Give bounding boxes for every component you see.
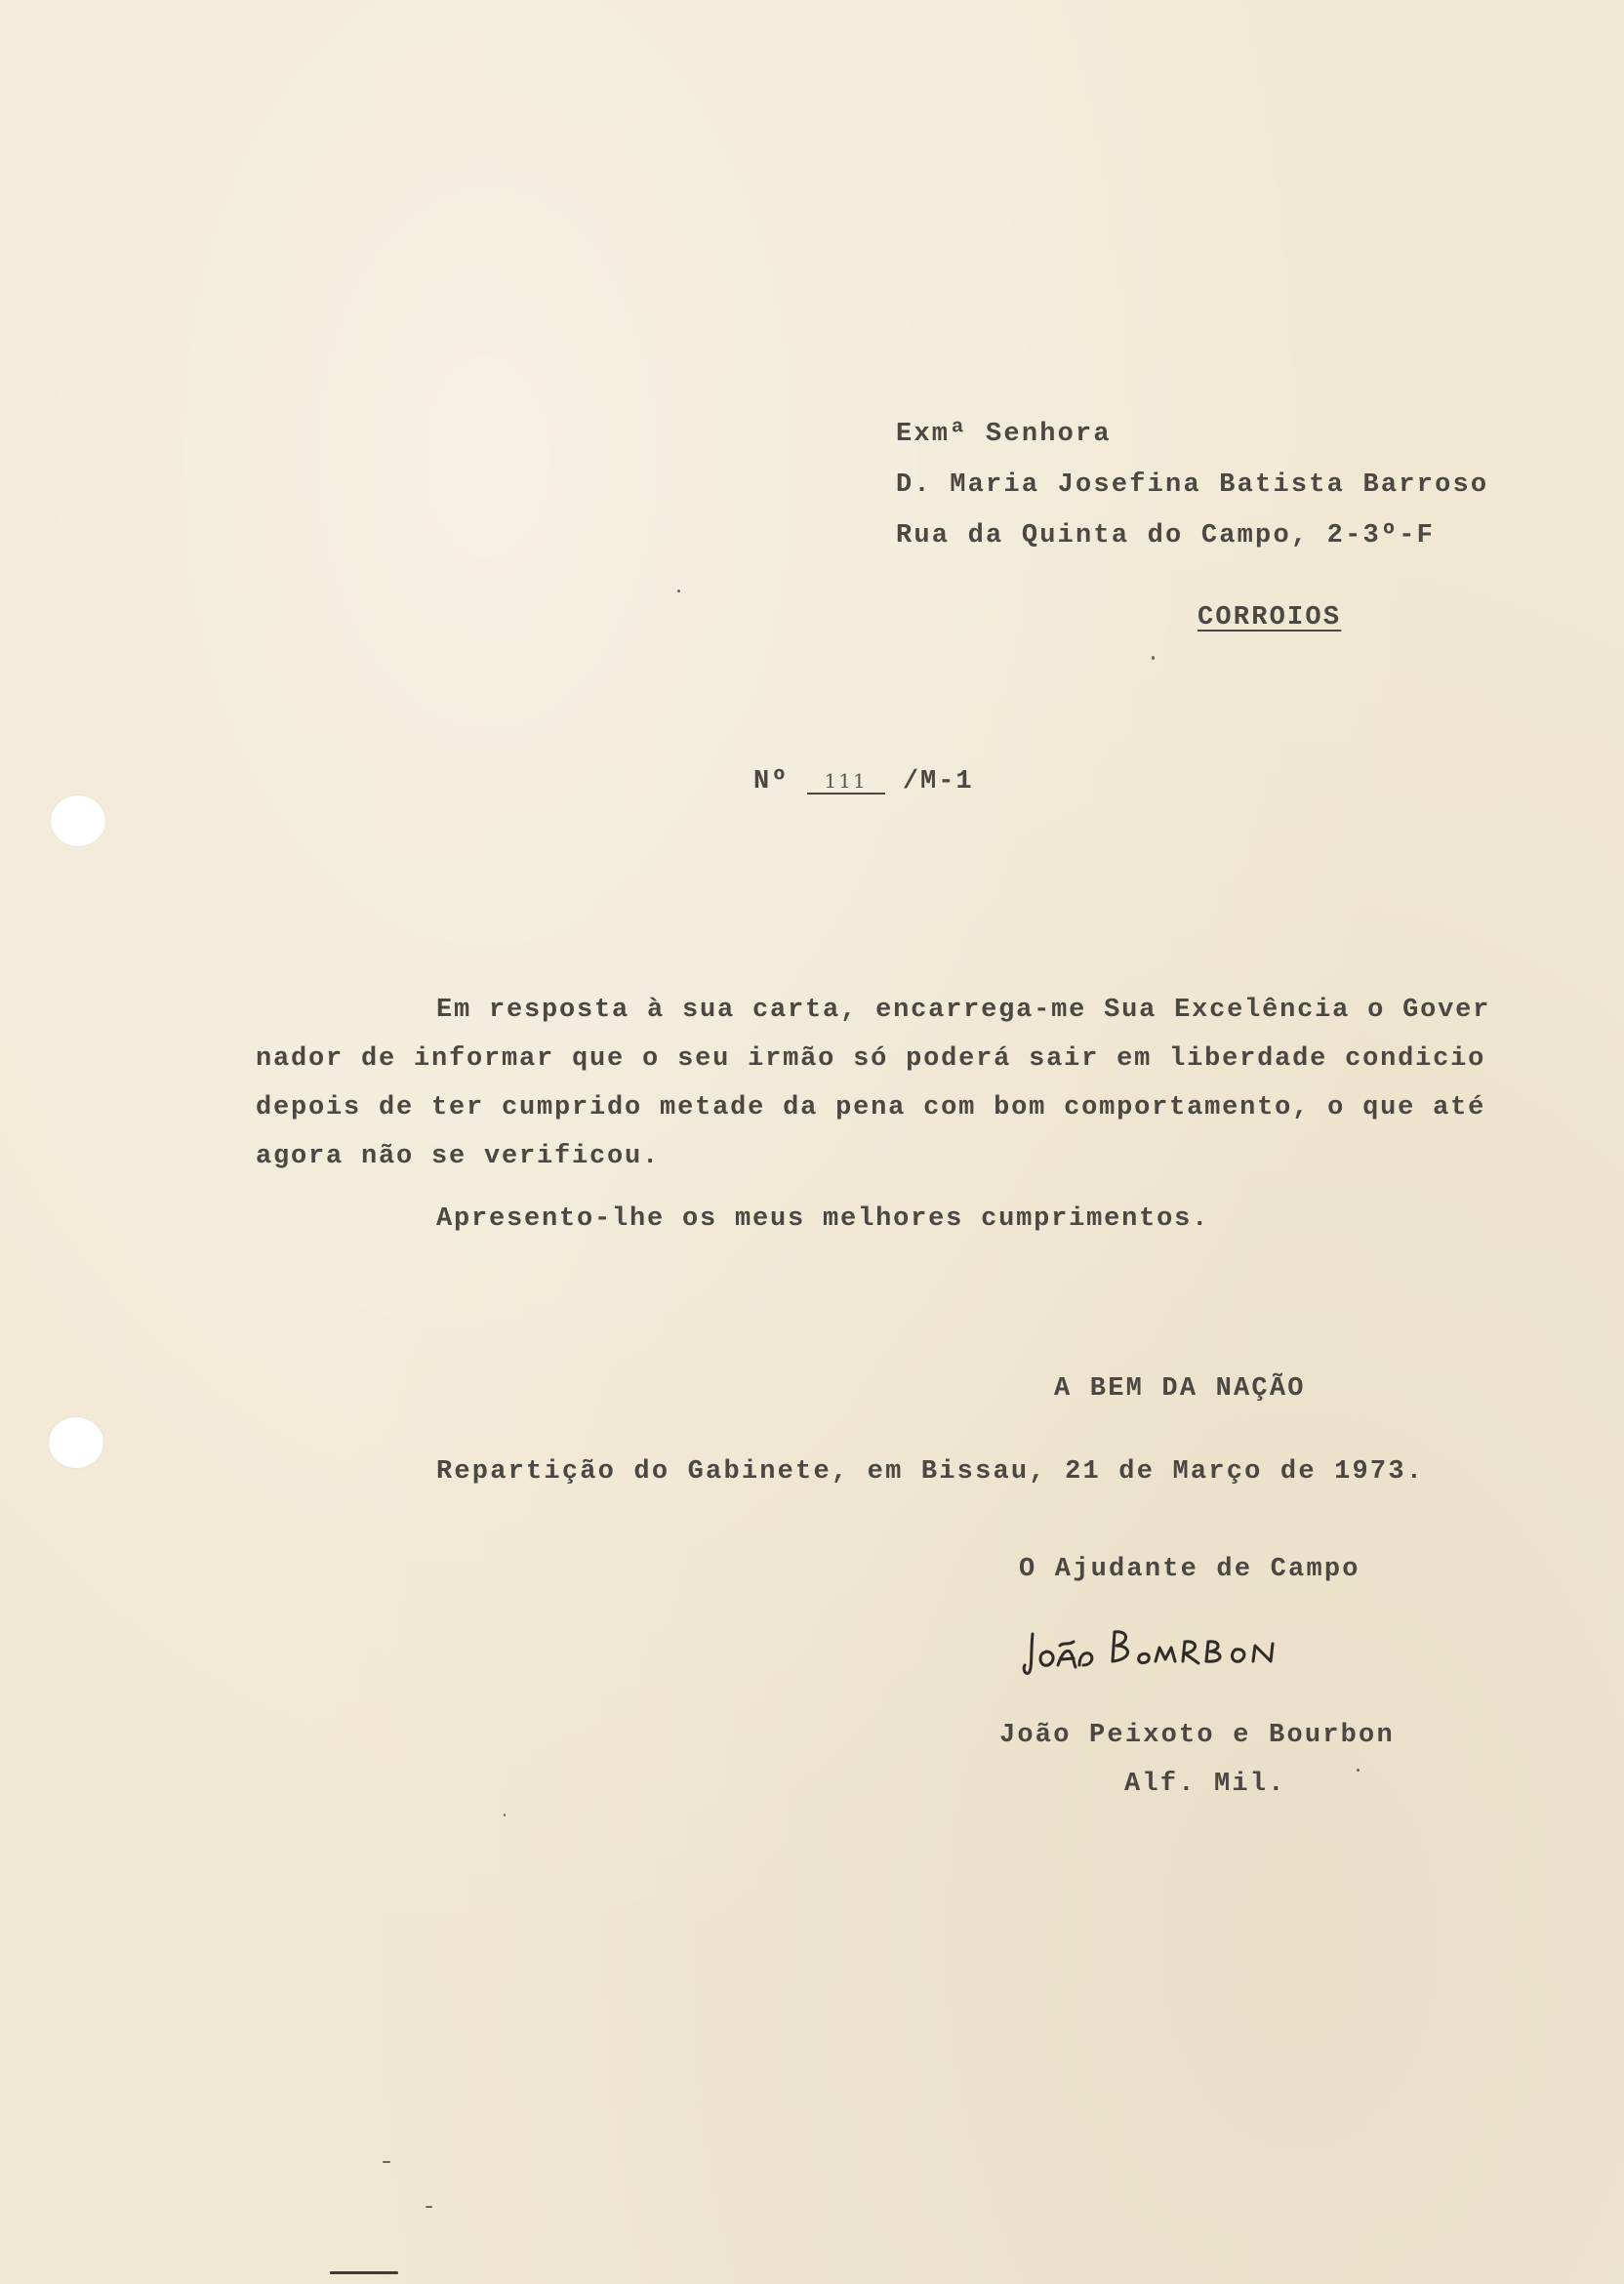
body-line-3: depois de ter cumprido metade da pena com bom comportamento, o que até [256,1093,1486,1122]
body-line-1: Em resposta à sua carta, encarrega-me Sua Excelência o Gover [436,996,1491,1025]
paper-speck [1152,656,1155,660]
place-date: Repartição do Gabinete, em Bissau, 21 de Março de 1973. [436,1457,1425,1487]
recipient-locality: CORROIOS [1198,603,1342,632]
reference-prefix: Nº [753,767,790,796]
paper-edge-mark [330,2271,398,2274]
motto: A BEM DA NAÇÃO [1054,1374,1306,1404]
paper-speck [677,590,680,592]
punch-hole-top [51,795,105,846]
signatory-role: O Ajudante de Campo [1019,1555,1360,1584]
recipient-address: Rua da Quinta do Campo, 2-3º-F [896,521,1436,551]
body-line-4: agora não se verificou. [256,1142,661,1171]
reference-suffix: /M-1 [902,767,974,796]
recipient-salutation: Exmª Senhora [896,420,1112,449]
paper-speck [426,2206,432,2208]
signatory-rank: Alf. Mil. [1124,1770,1286,1799]
paper-speck [1357,1769,1360,1772]
reference-handwritten-number: 111 [807,769,885,795]
body-line-2: nador de informar que o seu irmão só poderá sair em liberdade condicio [256,1044,1486,1074]
closing-line: Apresento-lhe os meus melhores cumprimentos. [436,1204,1210,1234]
recipient-name: D. Maria Josefina Batista Barroso [896,470,1489,500]
handwritten-signature [1019,1612,1312,1691]
signatory-name: João Peixoto e Bourbon [999,1721,1395,1750]
letter-body [256,986,1505,1244]
punch-hole-bottom [49,1417,103,1468]
paper-speck [383,2161,390,2163]
reference-number [753,767,974,796]
paper-speck [504,1814,506,1816]
